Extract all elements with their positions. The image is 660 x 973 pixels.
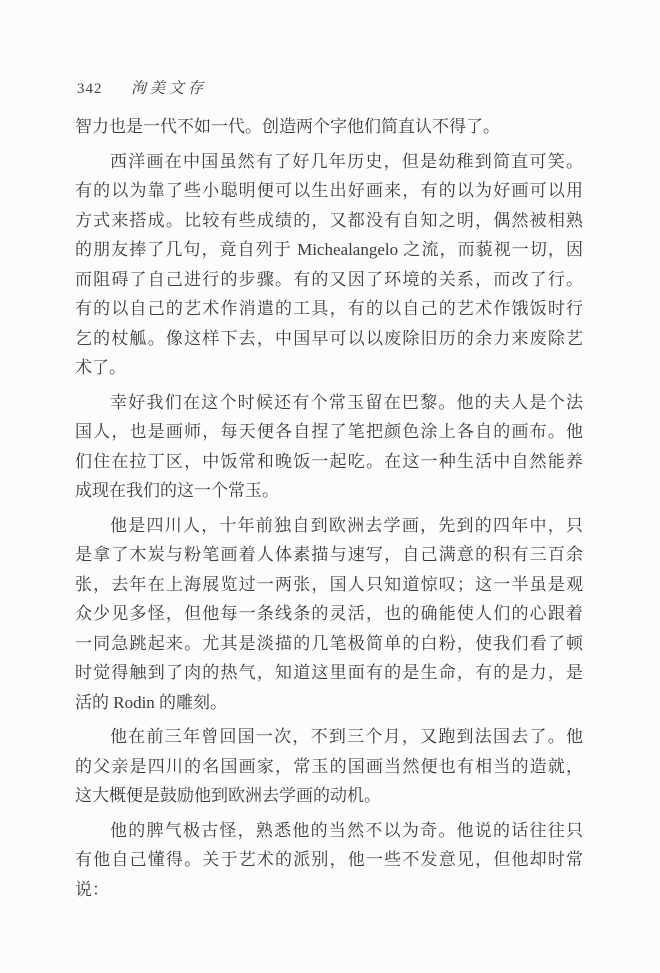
text-line: 国人，也是画师，每天便各自捏了笔把颜色涂上各自的画布。他 <box>75 422 583 441</box>
text-line: 成现在我们的这一个常玉。 <box>75 481 279 500</box>
running-header <box>77 76 207 98</box>
text-line: 这大概便是鼓励他到欧洲去学画的动机。 <box>75 786 381 805</box>
text-line: 乞的杖觚。像这样下去，中国早可以以废除旧历的余力来废除艺 <box>75 328 583 348</box>
paragraph <box>75 511 583 718</box>
text-line: 西洋画在中国虽然有了好几年历史，但是幼稚到简直可笑。 <box>110 151 583 171</box>
text-line: 有的以自己的艺术作消遣的工具，有的以自己的艺术作饿饭时行 <box>75 299 583 318</box>
text-body <box>75 112 583 904</box>
text-line: 而阻碍了自己进行的步骤。有的又因了环境的关系，而改了行。 <box>75 269 583 289</box>
text-line: 张，去年在上海展览过一两张，国人只知道惊叹；这一半虽是观 <box>75 574 583 594</box>
text-line: 术了。 <box>75 358 126 377</box>
text-line: 他是四川人，十年前独自到欧洲去学画，先到的四年中，只 <box>110 515 583 535</box>
paragraph <box>75 147 583 383</box>
text-line: 有他自己懂得。关于艺术的派别，他一些不发意见，但他却时常 <box>75 850 583 869</box>
book-title: 洵美文存 <box>130 80 207 97</box>
text-line: 时觉得触到了肉的热气，知道这里面有的是生命，有的是力，是 <box>75 663 583 682</box>
paragraph <box>75 388 583 506</box>
text-line: 幸好我们在这个时候还有个常玉留在巴黎。他的夫人是个法 <box>110 392 583 412</box>
paragraph <box>75 816 583 905</box>
text-line: 活的 Rodin 的雕刻。 <box>75 692 228 712</box>
text-line: 的父亲是四川的名国画家，常玉的国画当然便也有相当的造就， <box>75 756 583 776</box>
text-line: 众少见多怪，但他每一条线条的灵活，也的确能使人们的心跟着 <box>75 604 583 623</box>
paragraph <box>75 722 583 811</box>
text-line: 智力也是一代不如一代。创造两个字他们简直认不得了。 <box>75 117 500 136</box>
text-line: 们住在拉丁区，中饭常和晚饭一起吃。在这一种生活中自然能养 <box>75 451 583 471</box>
text-line: 他的脾气极古怪，熟悉他的当然不以为奇。他说的话往往只 <box>110 820 583 840</box>
text-line: 他在前三年曾回国一次，不到三个月，又跑到法国去了。他 <box>110 727 583 746</box>
text-line: 的朋友捧了几句，竟自列于 Michealangelo 之流，而藐视一切，因 <box>75 240 583 259</box>
page-number: 342 <box>77 81 103 97</box>
paragraph <box>75 112 583 142</box>
text-line: 有的以为靠了些小聪明便可以生出好画来，有的以为好画可以用 <box>75 181 583 200</box>
text-line: 说： <box>75 879 109 899</box>
text-line: 方式来搭成。比较有些成绩的，又都没有自知之明，偶然被相熟 <box>75 210 583 230</box>
text-line: 是拿了木炭与粉笔画着人体素描与速写，自己满意的积有三百余 <box>75 545 583 564</box>
text-line: 一同急跳起来。尤其是淡描的几笔极简单的白粉，使我们看了顿 <box>75 633 583 653</box>
